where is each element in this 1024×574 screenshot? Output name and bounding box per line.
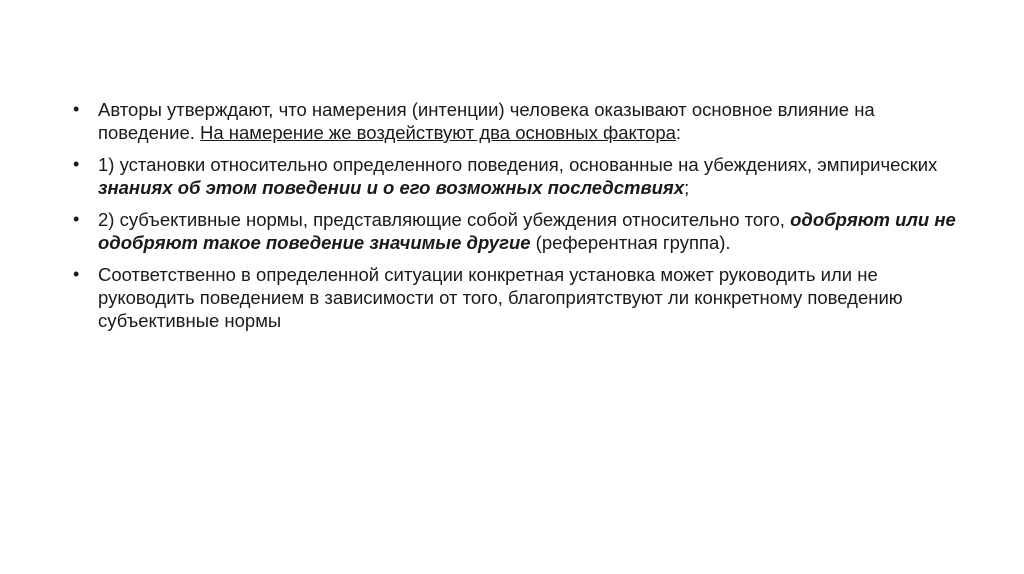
underlined-text: На намерение же воздействуют два основных фактора — [200, 122, 676, 143]
bullet-icon: • — [73, 264, 80, 284]
bullet-item-attitudes — [70, 153, 960, 199]
bullet-text — [98, 154, 937, 198]
text-run: 1) установки относительно определенного поведения, основанные на убеждениях, эмпирических — [98, 154, 938, 175]
text-run: (референтная группа). — [530, 232, 731, 253]
text-run: Авторы утверждают, что намерения (интенции) человека оказывают основное влияние на поведение. — [98, 99, 875, 143]
text-run: : — [675, 122, 682, 143]
bullet-text — [98, 264, 903, 331]
emphasized-text: знаниях об этом поведении и о его возможных последствиях — [98, 177, 685, 198]
text-run: 2) субъективные нормы, представляющие собой убеждения относительно того, — [98, 209, 791, 230]
bullet-icon: • — [73, 99, 80, 119]
bullet-item-intentions — [70, 98, 960, 144]
bullet-icon: • — [73, 209, 80, 229]
bullet-item-subjective-norms — [70, 208, 960, 254]
bullet-text — [98, 209, 956, 253]
bullet-icon: • — [73, 154, 80, 174]
bullet-list — [70, 98, 960, 341]
text-run: ; — [684, 177, 690, 198]
text-run: Соответственно в определенной ситуации конкретная установка может руководить или не руководить поведением в зависимости от того, благоприятствуют ли конкретному поведению субъективные нормы — [98, 264, 903, 331]
emphasized-text: одобряют или не одобряют такое поведение значимые другие — [98, 209, 956, 253]
bullet-item-conclusion — [70, 263, 960, 332]
bullet-text — [98, 99, 875, 143]
